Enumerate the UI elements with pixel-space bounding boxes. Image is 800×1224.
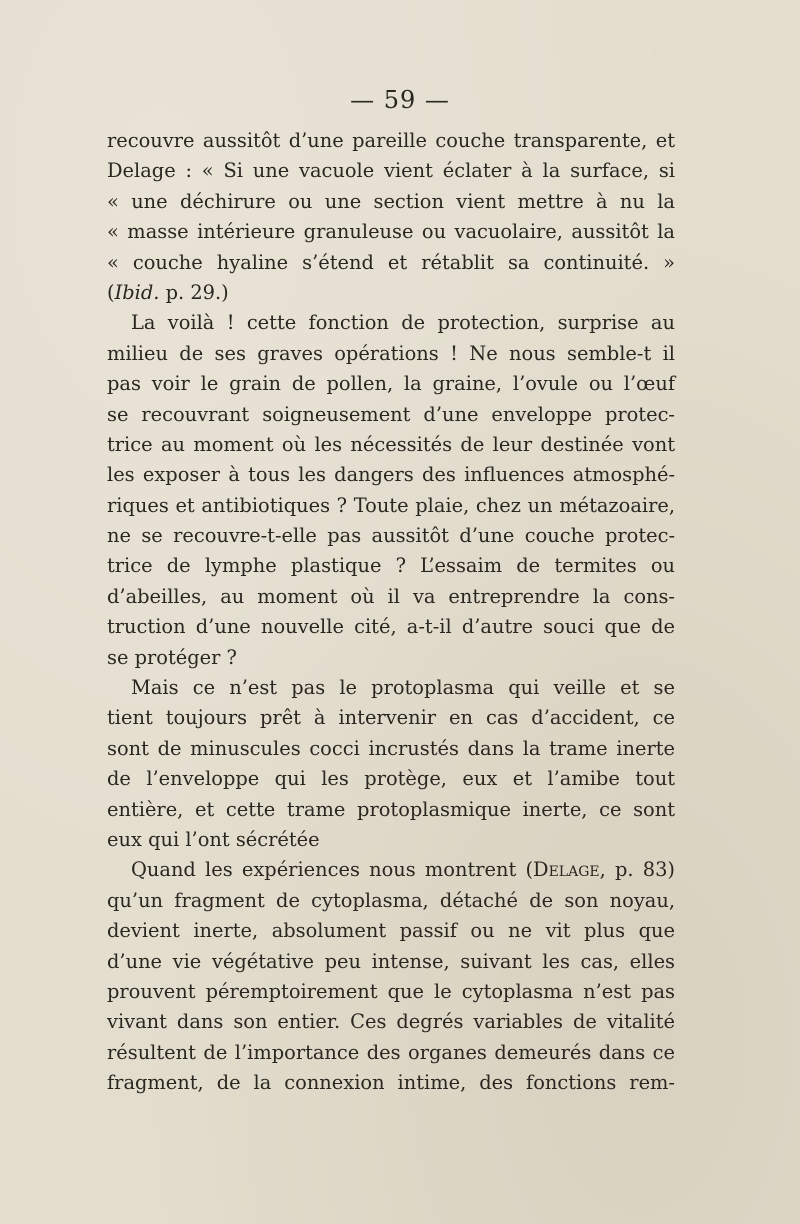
text-line: d’une vie végétative peu intense, suivant les cas, elles xyxy=(107,949,675,973)
body-text xyxy=(107,126,675,1099)
text-fragment: Quand les expériences nous montrent ( xyxy=(131,858,534,882)
author-name: Delage xyxy=(533,858,600,882)
text-line: vivant dans son entier. Ces degrés variables de vitalité xyxy=(107,1010,675,1034)
text-line: sont de minuscules cocci incrustés dans la trame inerte xyxy=(107,736,675,760)
text-line: eux qui l’ont sécrétée xyxy=(107,827,320,851)
text-line: truction d’une nouvelle cité, a-t-il d’autre souci que de xyxy=(107,615,675,639)
text-line: riques et antibiotiques ? Toute plaie, chez un métazoaire, xyxy=(107,493,675,517)
text-line: trice de lymphe plastique ? L’essaim de termites ou xyxy=(107,554,675,578)
text-line: tient toujours prêt à intervenir en cas d’accident, ce xyxy=(107,706,675,730)
text-line: les exposer à tous les dangers des influences atmosphé- xyxy=(107,463,675,487)
text-line: résultent de l’importance des organes demeurés dans ce xyxy=(107,1040,675,1064)
text-line: d’abeilles, au moment où il va entreprendre la cons- xyxy=(107,584,675,608)
text-line: se recouvrant soigneusement d’une enveloppe protec- xyxy=(107,402,675,426)
text-line: milieu de ses graves opérations ! Ne nous semble-t il xyxy=(107,341,675,365)
text-line: « couche hyaline s’étend et rétablit sa continuité. » xyxy=(107,250,675,274)
text-line xyxy=(107,278,675,308)
text-line: qu’un fragment de cytoplasma, détaché de son noyau, xyxy=(107,888,675,912)
text-fragment: ( xyxy=(107,280,115,304)
italic-reference: Ibid. xyxy=(114,280,160,304)
text-line: devient inerte, absolument passif ou ne vit plus que xyxy=(107,919,675,943)
page-number: — 59 — xyxy=(350,86,450,114)
text-line: recouvre aussitôt d’une pareille couche transparente, et xyxy=(107,129,675,152)
text-line: de l’enveloppe qui les protège, eux et l’amibe tout xyxy=(107,767,675,791)
text-line: entière, et cette trame protoplasmique inerte, ce sont xyxy=(107,797,675,821)
text-line: « une déchirure ou une section vient mettre à nu la xyxy=(107,189,675,213)
text-line: ne se recouvre-t-elle pas aussitôt d’une couche protec- xyxy=(107,524,675,548)
text-line: « masse intérieure granuleuse ou vacuolaire, aussitôt la xyxy=(107,220,675,244)
text-fragment: p. 29.) xyxy=(159,280,229,304)
text-line: La voilà ! cette fonction de protection, surprise au xyxy=(131,311,675,335)
text-line: Mais ce n’est pas le protoplasma qui veille et se xyxy=(131,676,675,700)
text-line: Delage : « Si une vacuole vient éclater à la surface, si xyxy=(107,159,675,183)
text-line: pas voir le grain de pollen, la graine, l’ovule ou l’œuf xyxy=(107,372,675,396)
text-fragment: , p. 83) xyxy=(599,858,675,882)
text-line: prouvent péremptoirement que le cytoplasma n’est pas xyxy=(107,979,675,1003)
text-line: trice au moment où les nécessités de leur destinée vont xyxy=(107,432,675,456)
text-line: se protéger ? xyxy=(107,645,237,669)
text-line: fragment, de la connexion intime, des fonctions rem- xyxy=(107,1071,675,1095)
text-line xyxy=(107,855,675,885)
